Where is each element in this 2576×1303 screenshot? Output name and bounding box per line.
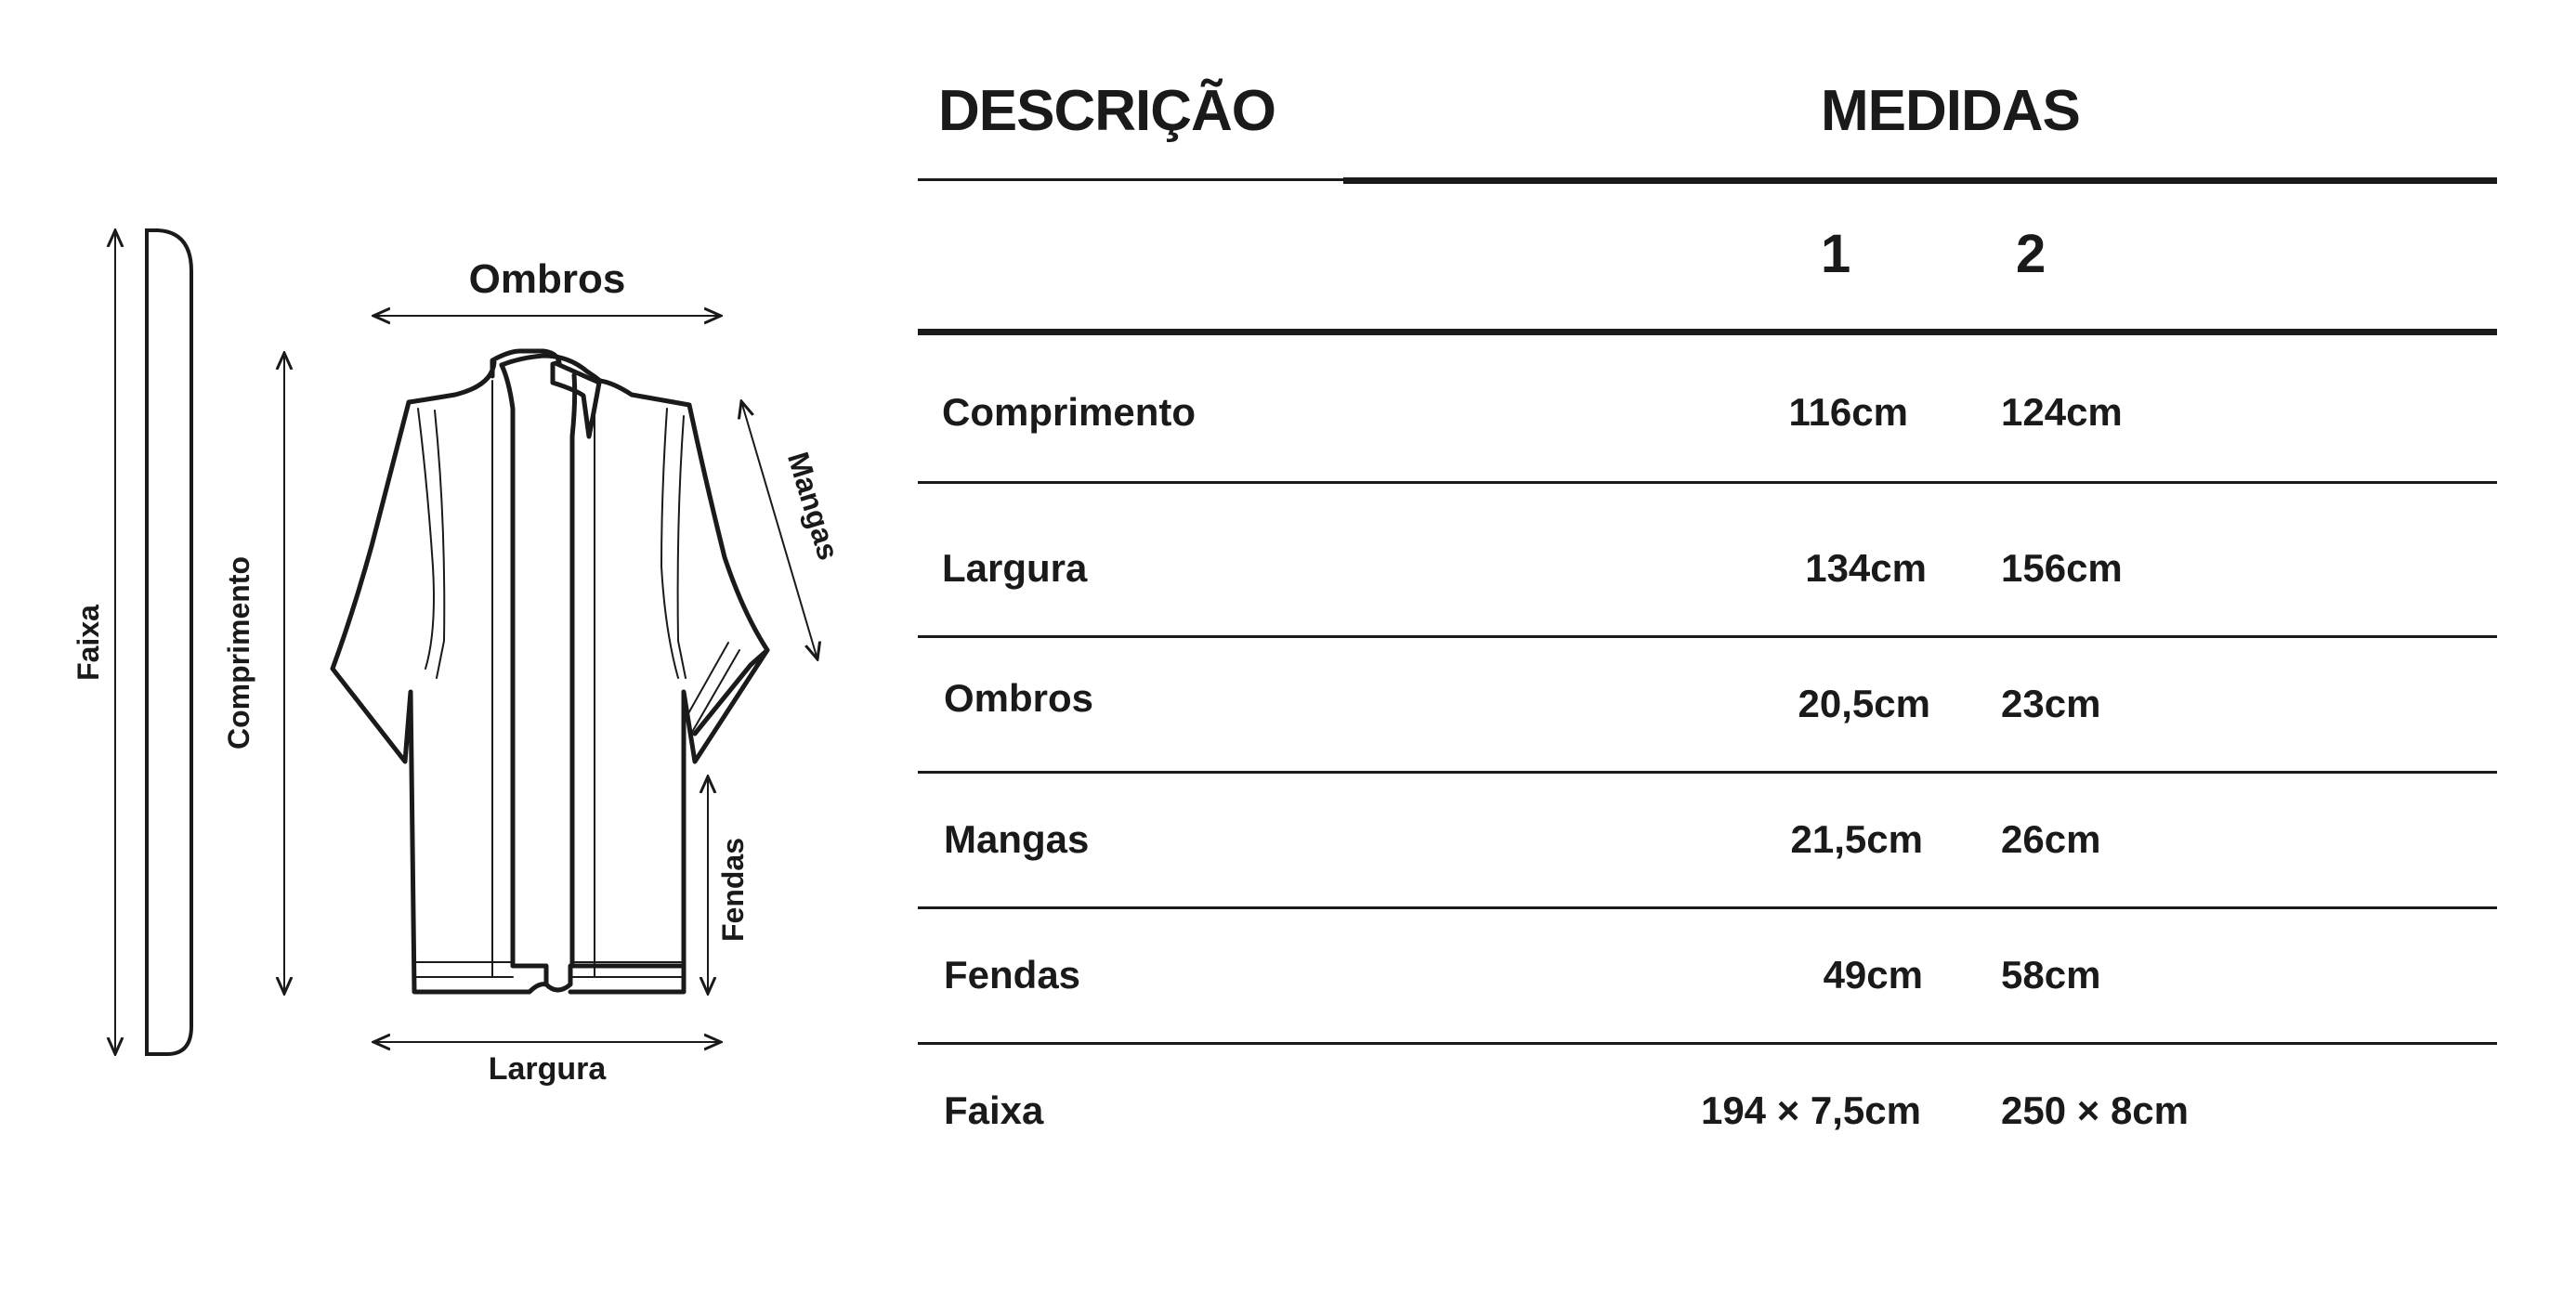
row-divider	[918, 481, 2497, 484]
row-divider	[918, 635, 2497, 638]
row-largura-size1: 134cm	[1805, 546, 1927, 590]
row-ombros-size2: 23cm	[2001, 682, 2101, 725]
row-ombros-label: Ombros	[944, 676, 1094, 720]
row-faixa-size2: 250 × 8cm	[2001, 1088, 2190, 1132]
kimono-outline	[333, 351, 767, 992]
row-largura-size2: 156cm	[2001, 546, 2123, 590]
row-comprimento-size2: 124cm	[2001, 390, 2123, 434]
largura-label: Largura	[488, 1051, 607, 1087]
row-fendas-size1: 49cm	[1823, 953, 1923, 997]
row-faixa-size1: 194 × 7,5cm	[1700, 1088, 1921, 1132]
kimono-diagram	[0, 0, 892, 1303]
row-divider	[918, 1042, 2497, 1045]
row-ombros-size1: 20,5cm	[1798, 682, 1930, 725]
size-column-1: 1	[1821, 224, 1851, 284]
row-fendas-size2: 58cm	[2001, 953, 2101, 997]
belt-shape	[147, 230, 191, 1054]
row-mangas-size2: 26cm	[2001, 817, 2101, 861]
ombros-label: Ombros	[468, 256, 626, 302]
row-mangas-label: Mangas	[944, 817, 1090, 861]
description-header: DESCRIÇÃO	[938, 79, 1276, 143]
row-divider	[918, 906, 2497, 909]
size-column-2: 2	[2016, 224, 2046, 284]
header-rule-thin	[918, 178, 1343, 181]
mangas-label: Mangas	[780, 448, 846, 565]
measures-header: MEDIDAS	[1821, 79, 2080, 143]
column-header-rule	[918, 329, 2497, 335]
row-divider	[918, 771, 2497, 774]
row-largura-label: Largura	[942, 546, 1088, 590]
row-mangas-size1: 21,5cm	[1790, 817, 1923, 861]
comprimento-label: Comprimento	[222, 556, 255, 749]
row-comprimento-size1: 116cm	[1788, 390, 1908, 434]
faixa-label: Faixa	[72, 605, 105, 681]
row-comprimento-label: Comprimento	[942, 390, 1196, 434]
row-faixa-label: Faixa	[944, 1088, 1044, 1132]
header-rule-thick	[1343, 177, 2497, 184]
fendas-label: Fendas	[716, 837, 750, 943]
row-fendas-label: Fendas	[944, 953, 1081, 997]
